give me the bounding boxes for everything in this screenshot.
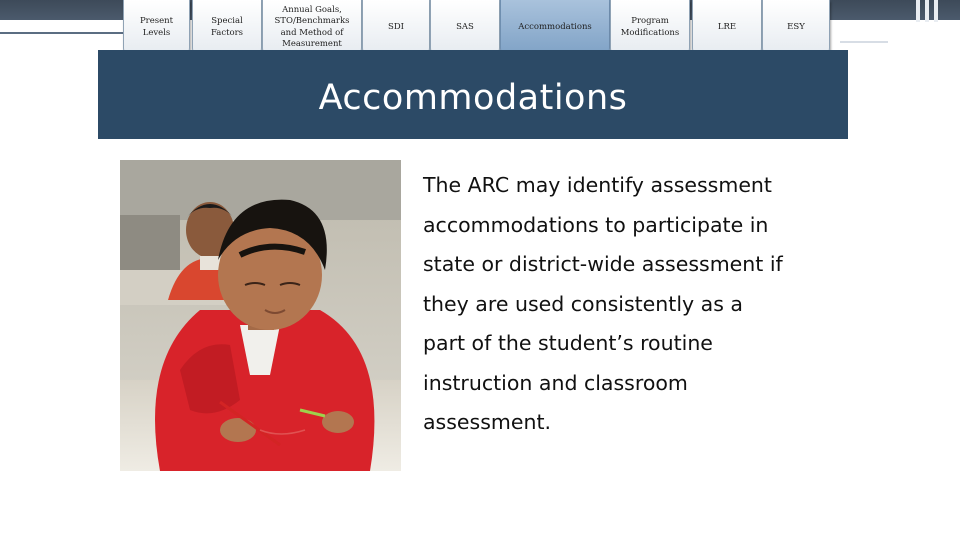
students-writing-photo: [120, 160, 401, 471]
tab-program-modifications[interactable]: Program Modifications: [610, 0, 690, 56]
tab-sas[interactable]: SAS: [430, 0, 500, 56]
tab-esy[interactable]: ESY: [762, 0, 830, 56]
tab-accommodations[interactable]: Accommodations: [500, 0, 610, 56]
tab-annual-goals[interactable]: Annual Goals, STO/Benchmarks and Method of Measurement: [262, 0, 362, 56]
tab-present-levels[interactable]: Present Levels: [123, 0, 190, 56]
tab-lre[interactable]: LRE: [692, 0, 762, 56]
tab-special-factors[interactable]: Special Factors: [192, 0, 262, 56]
section-tab-bar: [0, 0, 960, 56]
page-title: Accommodations: [318, 78, 628, 118]
tab-sdi[interactable]: SDI: [362, 0, 430, 56]
body-text: The ARC may identify assessment accommodations to participate in state or district-wide assessment if they are used consistently as a part of the student’s routine instruction and classroom assessment.: [423, 173, 783, 434]
